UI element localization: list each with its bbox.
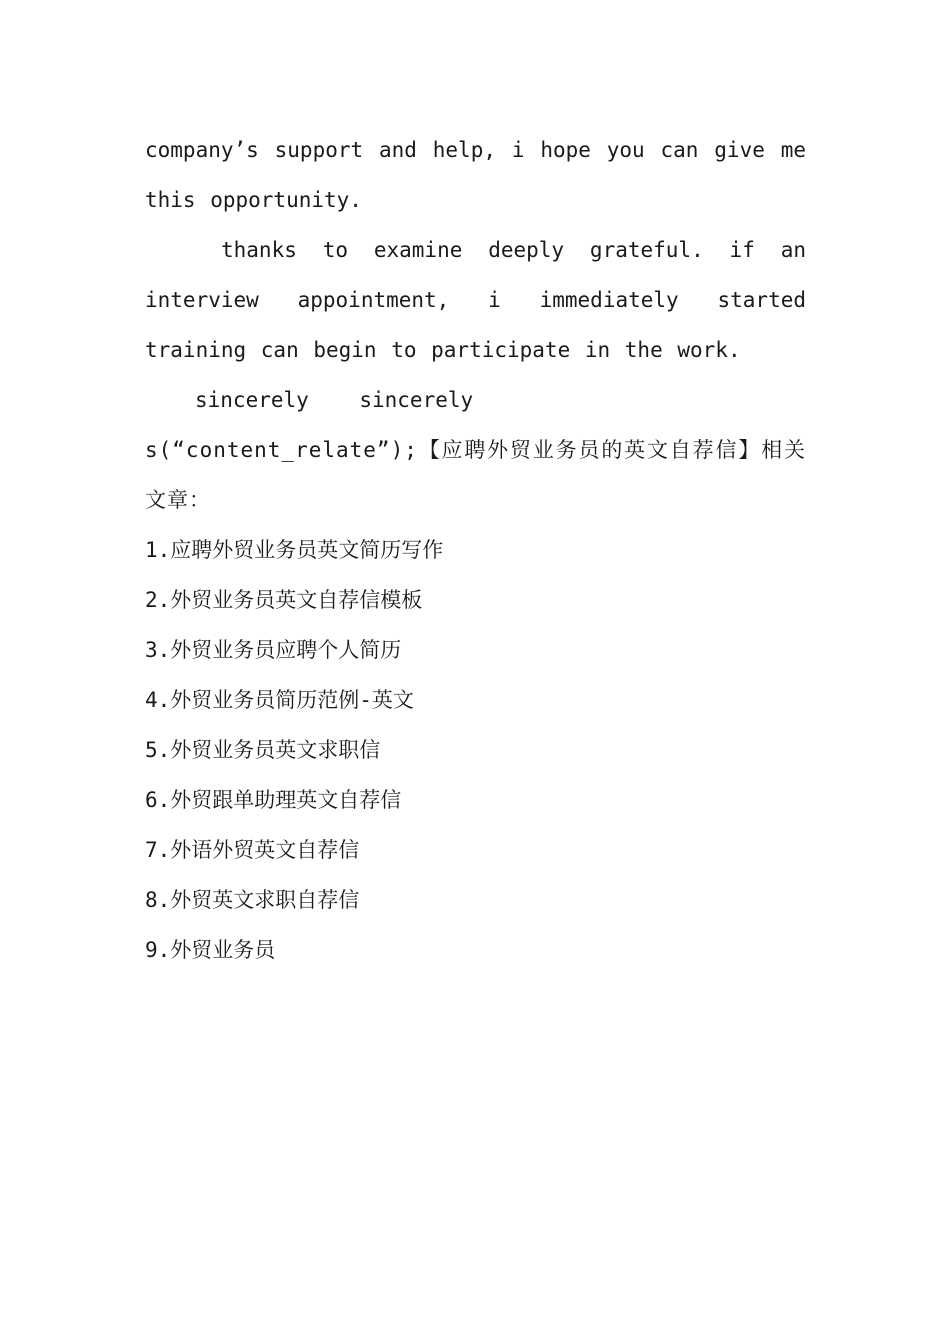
related-article-link[interactable]: 3.外贸业务员应聘个人简历 (145, 638, 402, 662)
related-article-item (145, 725, 806, 775)
related-article-item (145, 925, 806, 975)
related-article-item (145, 525, 806, 575)
related-article-item (145, 625, 806, 675)
related-articles-heading: s(“content_relate”);【应聘外贸业务员的英文自荐信】相关文章： (145, 438, 806, 512)
related-article-link[interactable]: 2.外贸业务员英文自荐信模板 (145, 588, 423, 612)
related-article-link[interactable]: 4.外贸业务员简历范例-英文 (145, 688, 414, 712)
document-body (145, 125, 806, 975)
related-article-link[interactable]: 1.应聘外贸业务员英文简历写作 (145, 538, 444, 562)
body-paragraph: thanks to examine deeply grateful. if an interview appointment, i immediately started training can begin to participate in the work. (145, 238, 806, 362)
signoff-line: sincerely sincerely (195, 388, 474, 412)
body-paragraph: company’s support and help, i hope you can give me this opportunity. (145, 138, 806, 212)
related-article-item (145, 825, 806, 875)
related-articles-list (145, 525, 806, 975)
related-article-item (145, 675, 806, 725)
related-article-item (145, 875, 806, 925)
related-article-item (145, 575, 806, 625)
related-article-item (145, 775, 806, 825)
related-article-link[interactable]: 6.外贸跟单助理英文自荐信 (145, 788, 402, 812)
related-article-link[interactable]: 5.外贸业务员英文求职信 (145, 738, 381, 762)
related-article-link[interactable]: 7.外语外贸英文自荐信 (145, 838, 360, 862)
related-article-link[interactable]: 8.外贸英文求职自荐信 (145, 888, 360, 912)
related-article-link[interactable]: 9.外贸业务员 (145, 938, 276, 962)
